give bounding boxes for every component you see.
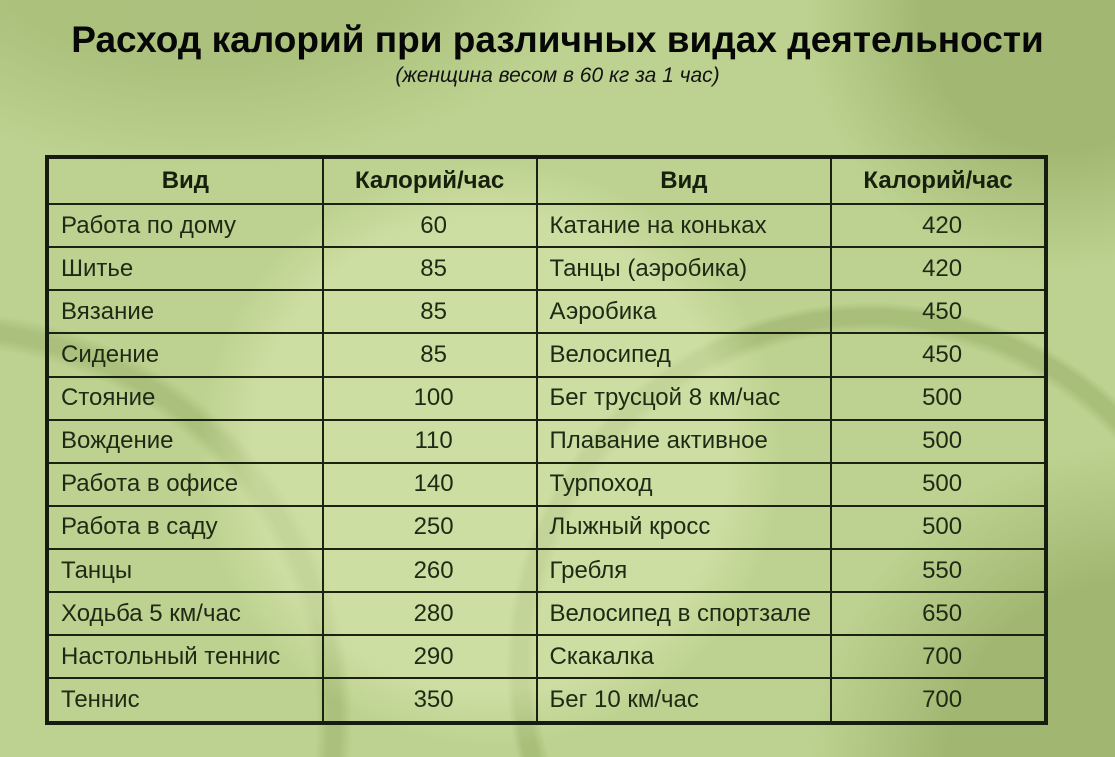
calories-left-cell: 290 — [323, 635, 537, 678]
activity-right-cell: Аэробика — [537, 290, 832, 333]
activity-right-cell: Бег 10 км/час — [537, 678, 832, 723]
calories-right-cell: 450 — [831, 290, 1046, 333]
activity-right-cell: Катание на коньках — [537, 204, 832, 247]
calories-right-cell: 700 — [831, 678, 1046, 723]
table-row — [47, 333, 1046, 376]
activity-right-cell: Скакалка — [537, 635, 832, 678]
calories-right-cell: 500 — [831, 506, 1046, 549]
table-row — [47, 463, 1046, 506]
calories-left-cell: 260 — [323, 549, 537, 592]
calories-right-cell: 500 — [831, 463, 1046, 506]
activity-left-cell: Настольный теннис — [47, 635, 323, 678]
calories-right-cell: 500 — [831, 377, 1046, 420]
activity-right-cell: Велосипед — [537, 333, 832, 376]
activity-right-cell: Лыжный кросс — [537, 506, 832, 549]
calories-right-cell: 500 — [831, 420, 1046, 463]
table-row — [47, 678, 1046, 723]
activity-left-cell: Работа по дому — [47, 204, 323, 247]
calories-right-cell: 650 — [831, 592, 1046, 635]
page-subtitle: (женщина весом в 60 кг за 1 час) — [395, 64, 720, 87]
calories-left-cell: 250 — [323, 506, 537, 549]
calories-left-cell: 350 — [323, 678, 537, 723]
activity-left-cell: Работа в офисе — [47, 463, 323, 506]
table-row — [47, 420, 1046, 463]
calories-right-cell: 420 — [831, 247, 1046, 290]
calories-left-cell: 60 — [323, 204, 537, 247]
page-title: Расход калорий при различных видах деятельности — [71, 19, 1044, 60]
activity-left-cell: Вождение — [47, 420, 323, 463]
activity-left-cell: Вязание — [47, 290, 323, 333]
activity-right-cell: Танцы (аэробика) — [537, 247, 832, 290]
table-row — [47, 506, 1046, 549]
calories-right-cell: 450 — [831, 333, 1046, 376]
activity-left-cell: Ходьба 5 км/час — [47, 592, 323, 635]
activity-right-cell: Велосипед в спортзале — [537, 592, 832, 635]
table-row — [47, 290, 1046, 333]
activity-right-cell: Плавание активное — [537, 420, 832, 463]
table-row — [47, 592, 1046, 635]
calories-left-cell: 100 — [323, 377, 537, 420]
table-row — [47, 377, 1046, 420]
calories-left-cell: 85 — [323, 290, 537, 333]
table-row — [47, 247, 1046, 290]
header-calories-left: Калорий/час — [323, 157, 537, 204]
calories-left-cell: 85 — [323, 247, 537, 290]
table-body — [47, 204, 1046, 723]
calories-right-cell: 420 — [831, 204, 1046, 247]
table-row — [47, 549, 1046, 592]
activity-left-cell: Танцы — [47, 549, 323, 592]
activity-left-cell: Работа в саду — [47, 506, 323, 549]
activity-left-cell: Стояние — [47, 377, 323, 420]
table-row — [47, 204, 1046, 247]
activity-left-cell: Сидение — [47, 333, 323, 376]
calories-left-cell: 280 — [323, 592, 537, 635]
header-calories-right: Калорий/час — [831, 157, 1046, 204]
calories-right-cell: 550 — [831, 549, 1046, 592]
header-activity-left: Вид — [47, 157, 323, 204]
calories-left-cell: 110 — [323, 420, 537, 463]
table-header-row — [47, 157, 1046, 204]
table-row — [47, 635, 1046, 678]
activity-right-cell: Гребля — [537, 549, 832, 592]
calories-table — [45, 155, 1048, 725]
activity-left-cell: Шитье — [47, 247, 323, 290]
activity-left-cell: Теннис — [47, 678, 323, 723]
calories-right-cell: 700 — [831, 635, 1046, 678]
calories-left-cell: 140 — [323, 463, 537, 506]
activity-right-cell: Турпоход — [537, 463, 832, 506]
activity-right-cell: Бег трусцой 8 км/час — [537, 377, 832, 420]
calories-left-cell: 85 — [323, 333, 537, 376]
header-activity-right: Вид — [537, 157, 832, 204]
